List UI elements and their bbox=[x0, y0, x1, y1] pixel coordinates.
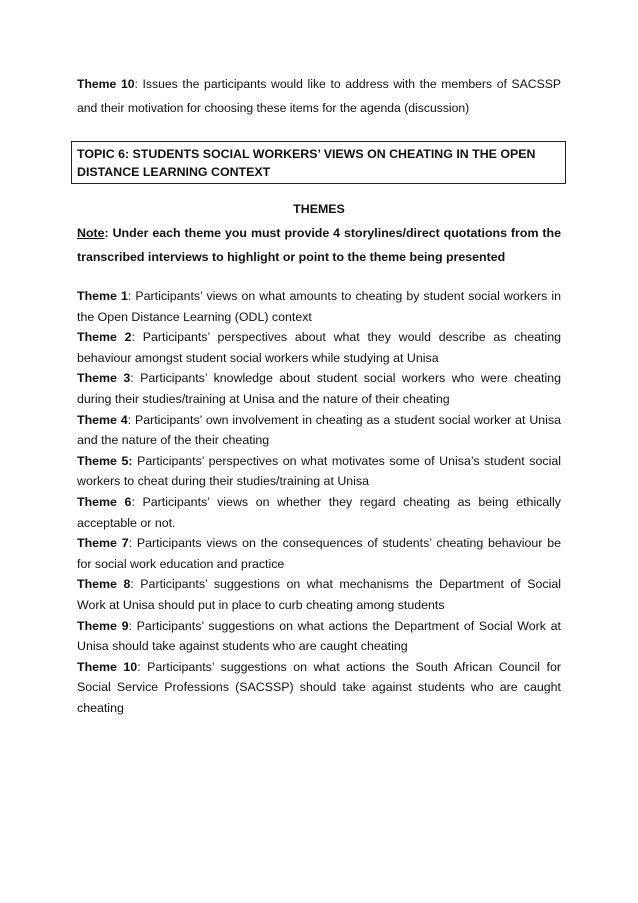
theme-item-4 bbox=[77, 410, 561, 451]
theme-label: Theme 2 bbox=[77, 330, 132, 345]
theme-item-10 bbox=[77, 657, 561, 719]
theme-label: Theme 10 bbox=[77, 659, 138, 674]
theme-label: Theme 6 bbox=[77, 494, 132, 509]
theme-item-2 bbox=[77, 327, 561, 368]
theme-label: Theme 5: bbox=[77, 453, 133, 468]
topic-title: TOPIC 6: STUDENTS SOCIAL WORKERS’ VIEWS ON CHEATING IN THE OPEN DISTANCE LEARNING CONTEXT bbox=[77, 147, 536, 179]
theme-label: Theme 7 bbox=[77, 536, 129, 551]
theme-label: Theme 4 bbox=[77, 412, 128, 427]
theme-text: : Participants’ suggestions on what mechanisms the Department of Social Work at Unisa should put in place to curb cheating among students bbox=[77, 577, 562, 612]
theme-label: Theme 3 bbox=[77, 371, 131, 386]
theme-text: : Participants’ views on whether they regard cheating as being ethically acceptable or not. bbox=[77, 494, 561, 530]
theme-text: : Participants’ views on what amounts to cheating by student social workers in the Open Distance Learning (ODL) context bbox=[77, 289, 561, 324]
theme-item-5 bbox=[77, 451, 561, 492]
note-text: : Under each theme you must provide 4 storylines/direct quotations from the transcribed interviews to highlight or point to the theme being presented bbox=[77, 226, 561, 264]
theme-item-6 bbox=[77, 492, 561, 533]
intro-theme-label: Theme 10 bbox=[77, 77, 135, 91]
theme-item-1 bbox=[77, 286, 561, 327]
theme-text: : Participants’ suggestions on what actions the South African Council for Social Service Professions (SACSSP) should take against students who are caught cheating bbox=[77, 659, 561, 715]
theme-item-7 bbox=[77, 533, 561, 574]
intro-theme-text: : Issues the participants would like to address with the members of SACSSP and their motivation for choosing these items for the agenda (discussion) bbox=[77, 77, 561, 115]
theme-item-8 bbox=[77, 574, 561, 615]
theme-item-9 bbox=[77, 616, 561, 657]
theme-label: Theme 1 bbox=[77, 289, 128, 303]
note-label: Note bbox=[77, 226, 105, 240]
theme-label: Theme 9 bbox=[77, 618, 129, 633]
theme-text: : Participants’ suggestions on what actions the Department of Social Work at Unisa should take against students who are caught cheating bbox=[77, 618, 561, 654]
intro-paragraph bbox=[77, 72, 561, 120]
theme-text: : Participants views on the consequences of students’ cheating behaviour be for social work education and practice bbox=[77, 536, 561, 571]
theme-text: : Participants’ own involvement in cheating as a student social worker at Unisa and the nature of the their cheating bbox=[77, 412, 561, 448]
theme-item-3 bbox=[77, 368, 561, 409]
theme-text: : Participants’ perspectives about what they would describe as cheating behaviour amongst student social workers while studying at Unisa bbox=[77, 330, 561, 365]
topic-heading-box bbox=[71, 141, 566, 184]
theme-label: Theme 8 bbox=[77, 577, 131, 592]
themes-list bbox=[77, 286, 561, 718]
theme-text: : Participants’ knowledge about student social workers who were cheating during their studies/training at Unisa and the nature of their cheating bbox=[77, 371, 561, 406]
note-paragraph bbox=[77, 221, 561, 269]
theme-text: Participants’ perspectives on what motivates some of Unisa’s student social workers to cheat during their studies/training at Unisa bbox=[77, 453, 561, 489]
themes-heading: THEMES bbox=[293, 202, 345, 216]
